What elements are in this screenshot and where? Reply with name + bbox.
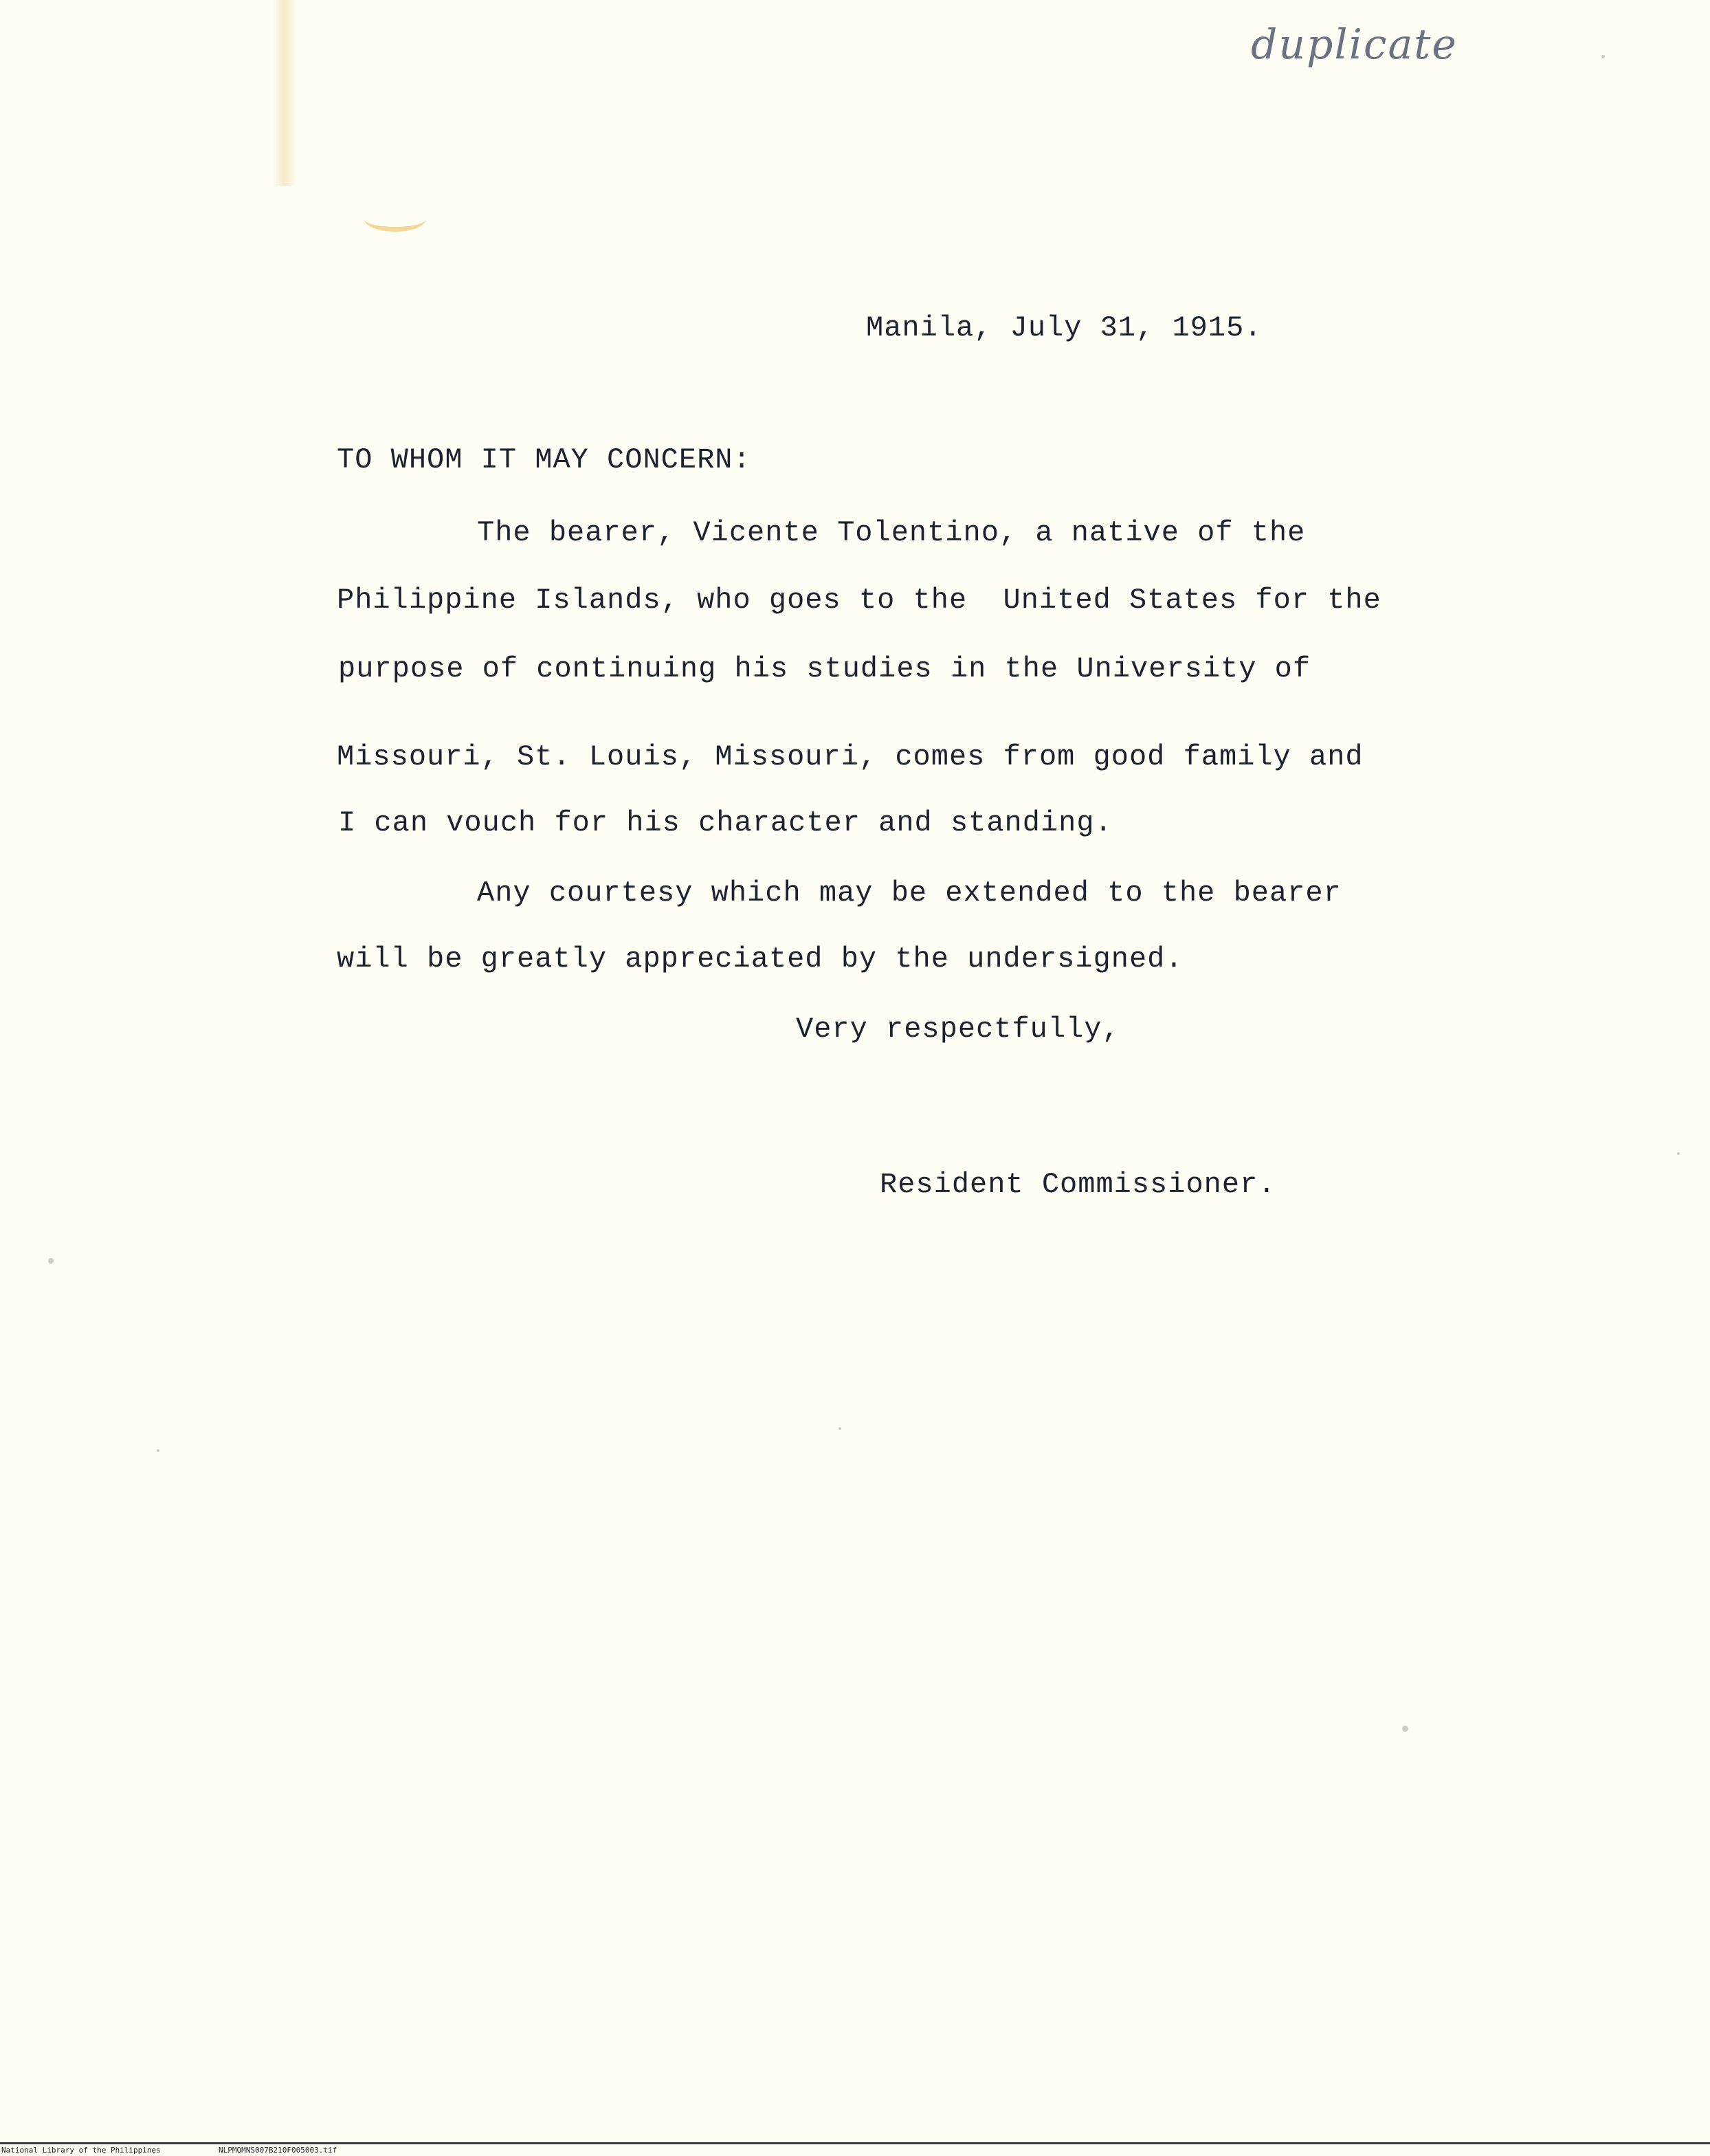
handwritten-annotation: duplicate (1251, 21, 1458, 69)
signature-title: Resident Commissioner. (880, 1168, 1276, 1201)
paper-speck (157, 1449, 159, 1452)
paper-speck (1402, 1726, 1408, 1732)
paper-speck (1601, 55, 1605, 58)
paragraph2-line: will be greatly appreciated by the undersigned. (337, 943, 1184, 976)
footer-filename: NLPMQMNS007B210F005003.tif (219, 2146, 337, 2155)
paper-speck (1677, 1152, 1680, 1155)
letter-salutation: TO WHOM IT MAY CONCERN: (337, 443, 751, 476)
paragraph1-line: I can vouch for his character and standing. (338, 806, 1113, 839)
footer-library: National Library of the Philippines (1, 2146, 161, 2155)
paragraph1-line: Missouri, St. Louis, Missouri, comes from good family and (337, 740, 1364, 773)
letter-date: Manila, July 31, 1915. (866, 311, 1263, 344)
paper-stain (274, 0, 297, 186)
paragraph1-line: purpose of continuing his studies in the University of (338, 652, 1311, 685)
paper-speck (48, 1258, 54, 1264)
paragraph2-line: Any courtesy which may be extended to the bearer (477, 877, 1342, 910)
paper-stain-mark (364, 206, 426, 232)
footer-divider (0, 2142, 1710, 2144)
letter-closing: Very respectfully, (796, 1013, 1120, 1046)
paper-speck (839, 1427, 841, 1430)
paragraph1-line: The bearer, Vicente Tolentino, a native of the (477, 516, 1306, 549)
paragraph1-line: Philippine Islands, who goes to the United States for the (337, 584, 1381, 617)
